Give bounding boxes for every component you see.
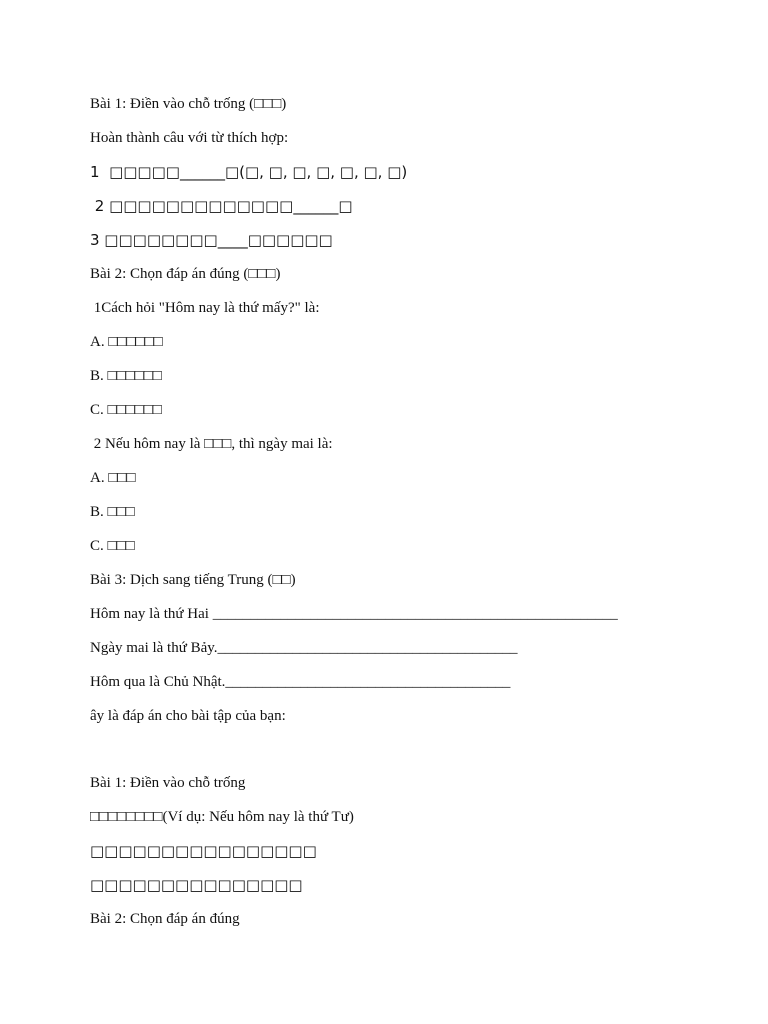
answers-intro: ây là đáp án cho bài tập của bạn:	[90, 708, 286, 724]
answer-1-title: Bài 1: Điền vào chỗ trống	[90, 775, 246, 791]
exercise-3-title: Bài 3: Dịch sang tiếng Trung (□□)	[90, 572, 296, 588]
exercise-1-question-1: 1 □□□□□______□(□, □, □, □, □, □, □)	[90, 163, 408, 181]
exercise-1-question-2: 2 □□□□□□□□□□□□□______□	[90, 197, 353, 215]
exercise-2-q2-option-a: A. □□□	[90, 470, 136, 486]
exercise-2-title: Bài 2: Chọn đáp án đúng (□□□)	[90, 266, 281, 282]
exercise-2-q2-option-b: B. □□□	[90, 504, 135, 520]
exercise-2-question-2: 2 Nếu hôm nay là □□□, thì ngày mai là:	[90, 436, 333, 452]
exercise-2-q1-option-a: A. □□□□□□	[90, 334, 163, 350]
exercise-2-q1-option-b: B. □□□□□□	[90, 368, 162, 384]
exercise-3-sentence-1: Hôm nay là thứ Hai ______________________________________________________	[90, 606, 618, 622]
exercise-2-question-1: 1Cách hỏi "Hôm nay là thứ mấy?" là:	[90, 300, 320, 316]
blank-paragraph	[90, 739, 730, 772]
exercise-1-instruction: Hoàn thành câu với từ thích hợp:	[90, 130, 289, 146]
exercise-2-q1-option-c: C. □□□□□□	[90, 402, 162, 418]
answer-1-line-3: □□□□□□□□□□□□□□□	[90, 876, 303, 894]
exercise-3-sentence-2: Ngày mai là thứ Bảy.________________________________________	[90, 640, 518, 656]
document-page	[90, 93, 730, 942]
exercise-2-q2-option-c: C. □□□	[90, 538, 135, 554]
exercise-1-title: Bài 1: Điền vào chỗ trống (□□□)	[90, 96, 287, 112]
exercise-3-sentence-3: Hôm qua là Chủ Nhật.______________________________________	[90, 674, 511, 690]
exercise-1-question-3: 3 □□□□□□□□____□□□□□□	[90, 231, 333, 249]
answer-1-line-1: □□□□□□□□(Ví dụ: Nếu hôm nay là thứ Tư)	[90, 809, 354, 825]
answer-1-line-2: □□□□□□□□□□□□□□□□	[90, 842, 317, 860]
answer-2-title: Bài 2: Chọn đáp án đúng	[90, 911, 240, 927]
